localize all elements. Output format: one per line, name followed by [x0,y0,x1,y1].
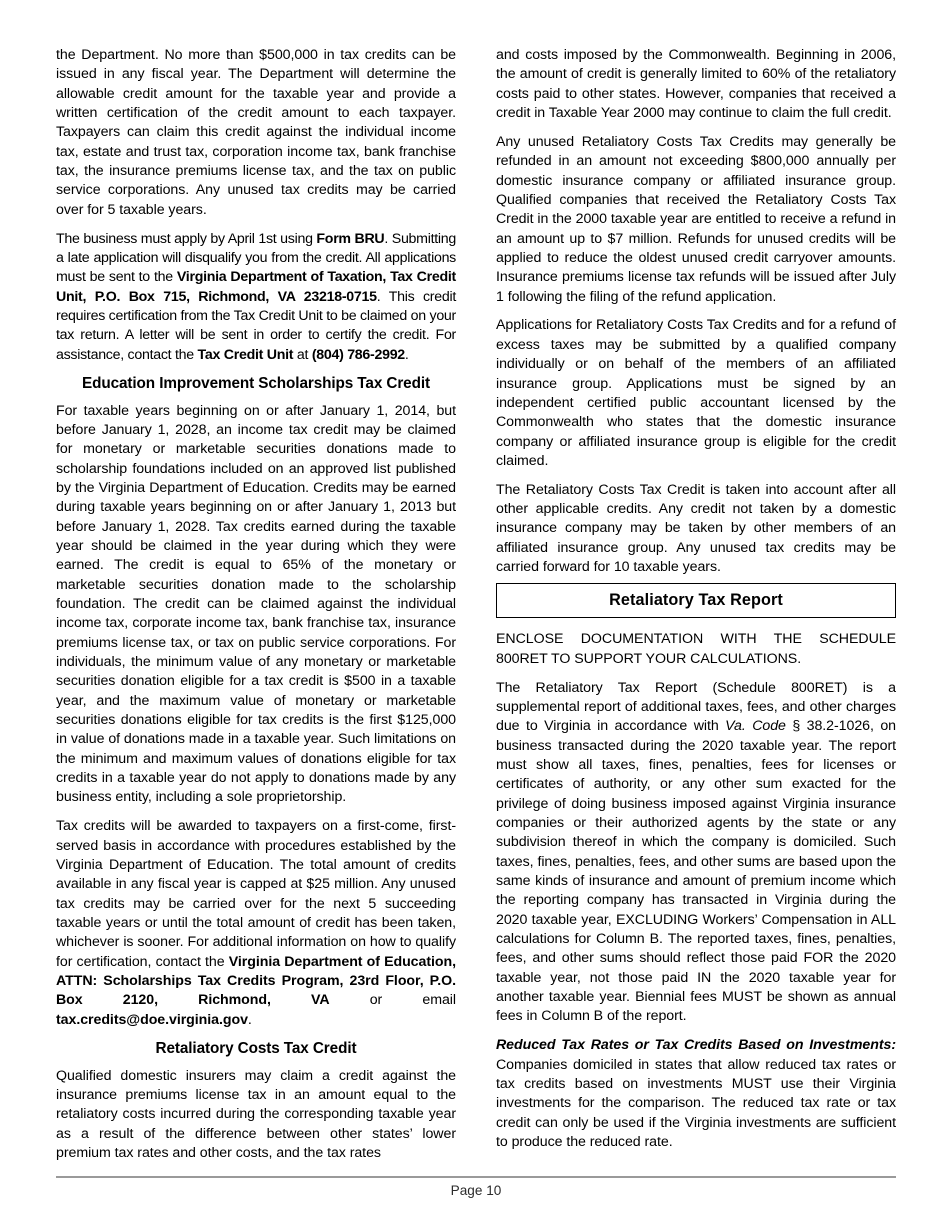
paragraph-form-bru-application [56,230,456,365]
bold-italic-run: Reduced Tax Rates or Tax Credits Based on Investments: [496,1037,896,1054]
text-run: . Submitting a late application will disqualify you from the credit. All applications must be sent to the [56,230,456,286]
boxed-heading-retaliatory-tax-report [496,583,896,618]
bold-run: Form BRU [316,230,385,247]
bold-run: Tax Credit Unit [197,346,294,363]
text-run: Tax credits will be awarded to taxpayers on a first-come, first-served basis in accordance with procedures established by the Virginia Department of Education. The total amount of credits available in any fiscal year is capped at $25 million. Any unused tax credits may be carried over for the next 5 succeeding taxable years or until the total amount of credit has been taken, whichever is sooner. For additional information on how to qualify for certification, contact the [56,818,456,970]
text-run: . This credit requires certification from the Tax Credit Unit to be claimed on your tax return. A letter will be sent in order to certify the credit. For assistance, contact the [56,288,456,363]
bold-run: Virginia Department of Taxation, Tax Credit Unit, P.O. Box 715, Richmond, VA 23218-0715 [56,269,456,305]
left-column [56,46,456,1166]
paragraph-unused-credits-refund [496,133,896,307]
right-column-report-paragraphs [496,630,896,1152]
left-column-retaliatory-paragraphs [56,1067,456,1164]
left-column-education-paragraphs [56,402,456,1031]
bold-run: tax.credits@doe.virginia.gov [56,1011,248,1028]
paragraph-credit-order-carryforward [496,481,896,578]
two-column-layout [56,46,896,1166]
text-run: . [247,1011,252,1028]
right-column [496,46,896,1166]
text-run: Any unused Retaliatory Costs Tax Credits may generally be refunded in an amount not exceeding $800,000 annually per domestic insurance company or affiliated insurance group. Qualified companies that received the Retaliatory Costs Tax Credit in the 2000 taxable year are entitled to receive a refund in an amount up to $7 million. Refunds for unused credits will be applied to reduce the oldest unused credit carryover amounts. Insurance premiums license tax refunds will be issued after July 1 following the filing of the refund application. [496,133,896,305]
paragraph-retaliatory-costs-credit [56,1067,456,1164]
bold-run: (804) 786-2992 [311,346,405,363]
text-run: at [293,346,312,363]
text-run: The Retaliatory Costs Tax Credit is taken into account after all other applicable credits. Any credit not taken by a domestic insurance company may be taken by other members of an affiliated insurance group. Any unused tax credits may be carried forward for 10 taxable years. [496,481,896,576]
text-run: and costs imposed by the Commonwealth. Beginning in 2006, the amount of credit is generally limited to 60% of the retaliatory costs paid to other states. However, companies that received a credit in Taxable Year 2000 may continue to claim the full credit. [496,47,896,122]
text-run: . [404,346,409,363]
boxed-heading-label: Retaliatory Tax Report [609,590,783,609]
footer-divider [56,1176,896,1178]
paragraph-education-credit-overview [56,402,456,808]
text-run: the Department. No more than $500,000 in tax credits can be issued in any fiscal year. The Department will determine the allowable credit amount for the taxable year and provide a written certification of the credit amount to each taxpayer. Taxpayers can claim this credit against the individual income tax, estate and trust tax, corporation income tax, bank franchise tax, the insurance premiums license tax, and the tax on public service corporations. Any unused tax credits may be carried over for 5 taxable years. [56,47,456,218]
page-number-footer: Page 10 [450,1183,502,1198]
paragraph-reduced-tax-rates-investments [496,1036,896,1152]
paragraph-applications-excess-taxes [496,316,896,471]
text-run: ENCLOSE DOCUMENTATION WITH THE SCHEDULE 800RET TO SUPPORT YOUR CALCULATIONS. [496,631,896,667]
paragraph-report-definition [496,679,896,1027]
text-run: Companies domiciled in states that allow reduced tax rates or tax credits based on investments MUST use their Virginia investments for the comparison. The reduced tax rate or tax credit can only be used if the Virginia investments are sufficient to produce the reduced rate. [496,1056,896,1151]
paragraph-enclose-documentation-notice [496,630,896,669]
text-run: The business must apply by April 1st using [56,230,317,247]
text-run: or email [329,992,456,1009]
heading-education-improvement-scholarships-tax-credit: Education Improvement Scholarships Tax Credit [82,375,430,392]
text-run: Applications for Retaliatory Costs Tax Credits and for a refund of excess taxes may be submitted by a qualified company individually or on behalf of the members of an affiliated insurance group. Applications must be signed by an independent certified public accountant licensed by the Commonwealth who states that the domestic insurance company or affiliated insurance group is eligible for the credit claimed. [496,317,896,469]
italic-run: Va. Code [725,718,786,735]
right-column-intro-paragraphs [496,46,896,577]
left-column-intro-paragraphs [56,46,456,365]
text-run: § 38.2-1026, on business transacted during the 2020 taxable year. The report must show all taxes, fines, penalties, fees for licenses or certificates of authority, or any other sum exacted for the privilege of doing business imposed against Virginia insurance companies or their authorized agents by the state or any subdivision thereof in which the company is domiciled. Such taxes, fines, penalties, fees, and other sums are based upon the same kinds of insurance and amount of premium income which the reporting company has transacted in Virginia during the 2020 taxable year, EXCLUDING Workers’ Compensation in ALL calculations for Column B. The reported taxes, fines, penalties, fees, and other sums should reflect those paid FOR the 2020 taxable year, not those paid IN the 2020 taxable year for another taxable year. Biennial fees MUST be shown as annual fees in Column B of the report. [496,718,896,1025]
paragraph-education-first-come-first-served [56,817,456,1030]
text-run: For taxable years beginning on or after January 1, 2014, but before January 1, 2028, an income tax credit may be claimed for monetary or marketable securities donations made to scholarship foundations included on an approved list published by the Virginia Department of Education. Credits may be earned during taxable years beginning on or after January 1, 2013 but before January 1, 2028. Tax credits earned during the taxable year should be claimed in the year during which they were earned. The credit is equal to 65% of the monetary or marketable securities donation made to the scholarship foundation. The credit can be claimed against the individual income tax, corporate income tax, bank franchise tax, insurance premiums license tax, or tax on public service corporations. For individuals, the minimum value of any monetary or marketable securities donation eligible for a tax credit is $500 in a taxable year, and the maximum value of monetary or marketable securities donations eligible for tax credits is the first $125,000 in value of donations made in a taxable year. Such limitations on the minimum and maximum values of donations eligible for tax credits in a taxable year do not apply to donations made by any business entity, including a sole proprietorship. [56,402,456,806]
paragraph-department-credit-cap [56,46,456,220]
paragraph-commonwealth-costs-limit [496,46,896,123]
heading-retaliatory-costs-tax-credit: Retaliatory Costs Tax Credit [155,1040,357,1057]
text-run: Qualified domestic insurers may claim a credit against the insurance premiums license tax in an amount equal to the retaliatory costs incurred during the corresponding taxable year as a result of the difference between other states’ lower premium tax rates and other costs, and the tax rates [56,1067,456,1161]
text-run: The Retaliatory Tax Report (Schedule 800RET) is a supplemental report of additional taxes, fees, and other charges due to Virginia in accordance with [496,679,896,735]
bold-run: Virginia Department of Education, ATTN: Scholarships Tax Credits Program, 23rd Floor, P.O. Box 2120, Richmond, VA [56,953,456,1009]
